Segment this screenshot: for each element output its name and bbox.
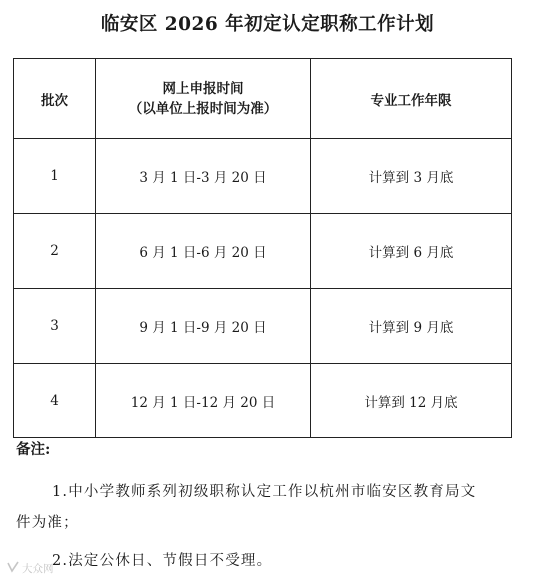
work-plan-table xyxy=(13,58,512,438)
page-title: 临安区 2026 年初定认定职称工作计划 xyxy=(100,14,435,35)
watermark-text: 大众网 xyxy=(22,563,54,575)
cell-time: 3 月 1 日-3 月 20 日 xyxy=(96,139,311,214)
header-time-line2: （以单位上报时间为准） xyxy=(128,100,278,117)
table-row xyxy=(14,364,512,438)
cell-batch: 2 xyxy=(14,214,96,289)
cell-batch: 1 xyxy=(14,139,96,214)
cell-limit: 计算到 6 月底 xyxy=(311,214,512,289)
header-time-line1: 网上申报时间 xyxy=(162,80,244,97)
cell-time: 9 月 1 日-9 月 20 日 xyxy=(96,289,311,364)
watermark xyxy=(6,560,54,577)
note-item-1-continued: 件为准； xyxy=(16,515,79,531)
table-row xyxy=(14,289,512,364)
table-row xyxy=(14,139,512,214)
notes-title: 备注: xyxy=(16,441,51,458)
note-item-2: 2.法定公休日、节假日不受理。 xyxy=(52,553,273,569)
header-work-years: 专业工作年限 xyxy=(311,59,512,139)
cell-batch: 4 xyxy=(14,364,96,438)
cell-limit: 计算到 3 月底 xyxy=(311,139,512,214)
note-item-1: 1.中小学教师系列初级职称认定工作以杭州市临安区教育局文 xyxy=(52,484,477,500)
cell-time: 6 月 1 日-6 月 20 日 xyxy=(96,214,311,289)
cell-batch: 3 xyxy=(14,289,96,364)
table-row xyxy=(14,214,512,289)
header-application-time xyxy=(96,59,311,139)
cell-limit: 计算到 9 月底 xyxy=(311,289,512,364)
cell-limit: 计算到 12 月底 xyxy=(311,364,512,438)
cell-time: 12 月 1 日-12 月 20 日 xyxy=(96,364,311,438)
logo-icon xyxy=(6,560,20,577)
header-batch: 批次 xyxy=(14,59,96,139)
table-header-row xyxy=(14,59,512,139)
